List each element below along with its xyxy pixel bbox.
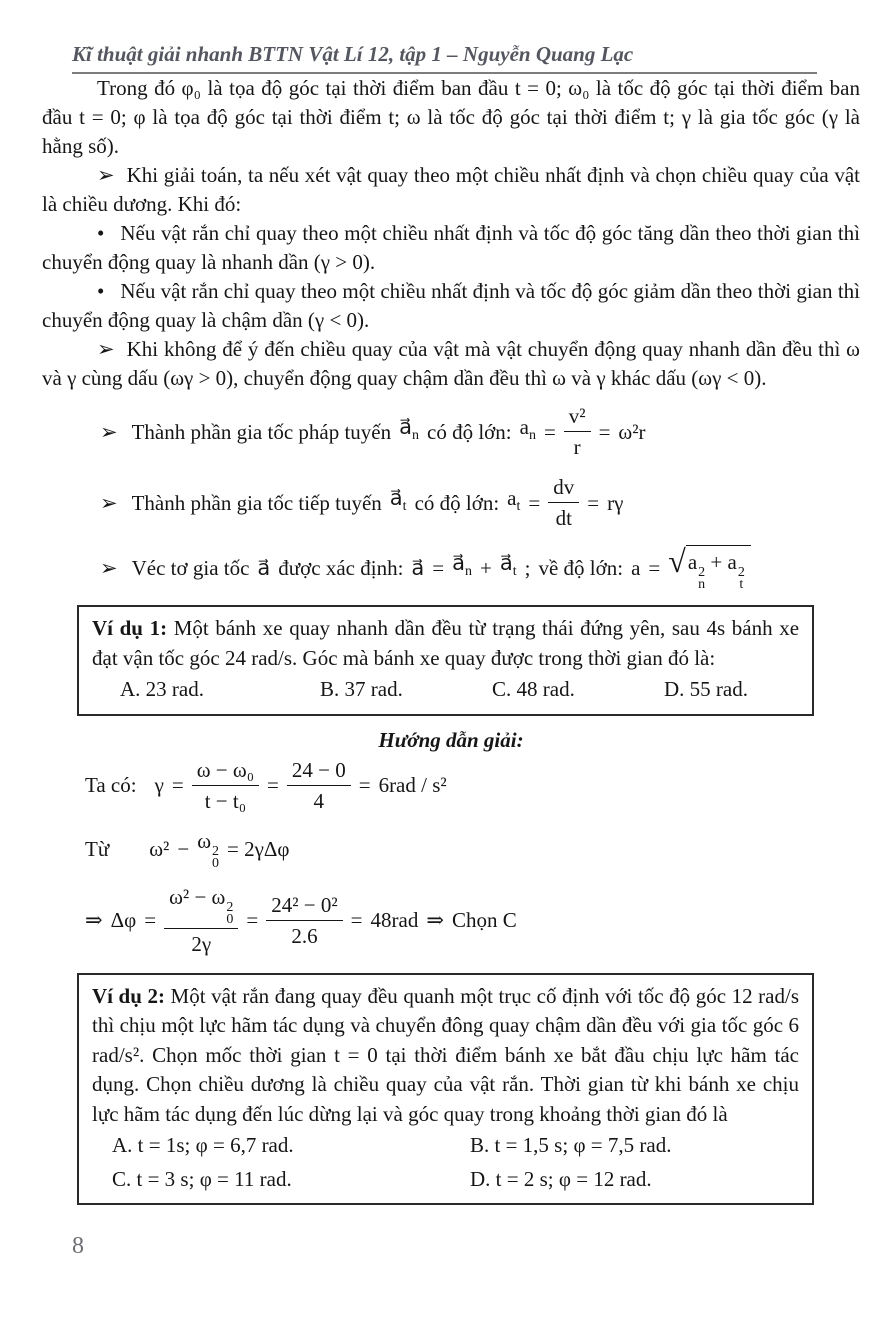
formula-total-acceleration [100,545,860,591]
a-symbol: a [631,556,641,580]
chosen-answer: Chọn C [451,908,517,932]
implies-arrow-icon: ⇒ [85,908,103,932]
arrow-bullet-icon: ➢ [100,490,118,515]
formula-normal-acceleration [100,403,860,460]
vector-a-symbol: a⃗ [257,556,271,580]
equals-sign: = [432,556,445,580]
formula-lead: Véc tơ gia tốc [131,556,250,580]
omega-squared: ω² [149,836,170,861]
arrow-bullet-icon: ➢ [97,163,115,187]
page-number: 8 [72,1233,84,1259]
solution-heading: Hướng dẫn giải: [378,727,524,752]
an-symbol: $a_n$ [519,414,536,444]
arrow-bullet-icon: ➢ [100,556,118,580]
minus-sign: − [177,836,190,861]
arrow-bullet-icon: ➢ [97,337,115,361]
formula-lead: Thành phần gia tốc tiếp tuyến [131,490,382,515]
running-head [72,42,817,74]
answer-option-a: A. t = 1s; φ = 6,7 rad. [112,1133,294,1157]
fraction-omega-over-2gamma: ω² − ω 2 0 2γ [164,884,238,957]
answer-option-c: C. 48 rad. [492,677,575,701]
answer-option-a: A. 23 rad. [120,677,204,701]
example1-text: Một bánh xe quay nhanh dần đều từ trạng thái đứng yên, sau 4s bánh xe đạt vận tốc góc 24 rad/s. Góc mà bánh xe quay được trong thời gian đó là: [92,616,800,670]
at-symbol: $a_t$ [507,485,521,515]
formula-tangential-acceleration [100,474,860,531]
example1-statement [92,614,799,673]
dot-bullet-icon: • [97,221,105,245]
equals-sign: = [587,490,600,515]
formula-lead: Thành phần gia tốc pháp tuyến [131,419,392,444]
equals-sign: = [144,908,157,932]
equals-sign: = [358,773,371,797]
vector-at-symbol: $a⃗_t$ [389,485,407,515]
solution-result: 48rad [370,908,419,932]
equals-sign: = [598,419,611,444]
equals-sign: = [528,490,541,515]
answer-option-b: B. t = 1,5 s; φ = 7,5 rad. [470,1133,672,1157]
answer-option-c: C. t = 3 s; φ = 11 rad. [112,1166,292,1191]
formula-mid: được xác định: [278,556,404,580]
implies-arrow-icon: ⇒ [426,908,444,932]
equals-sign: = [350,908,363,932]
solution-label: Từ [85,836,110,861]
guideline-paragraph [42,161,860,219]
intro-paragraph-text: Trong đó φ₀ là tọa độ góc tại thời điểm ban đầu t = 0; ω₀ là tốc độ góc tại thời điểm ban đầu t = 0; φ là tọa độ góc tại thời điểm t; ω là tốc độ góc tại thời điểm t; γ là gia tốc góc (γ là hằng số). [42,76,860,158]
vector-an-symbol: $a⃗_n$ [452,551,473,580]
example1-options [92,675,799,705]
equals-sign: = [246,908,259,932]
bullet-item-speed-up [42,219,860,277]
guideline-paragraph-text: Khi giải toán, ta nếu xét vật quay theo một chiều nhất định và chọn chiều quay của vật là chiều dương. Khi đó: [42,163,860,216]
radical-icon: √ [668,543,686,579]
bullet-item-slow-down-text: Nếu vật rắn chỉ quay theo một chiều nhất định và tốc độ góc giảm dần theo thời gian thì chuyển động quay là chậm dần (γ < 0). [42,279,860,332]
dot-bullet-icon: • [97,279,105,303]
bullet-item-slow-down [42,277,860,335]
semicolon: ; [524,556,531,580]
bullet-item-speed-up-text: Nếu vật rắn chỉ quay theo một chiều nhất định và tốc độ góc tăng dần theo thời gian thì chuyển động quay là nhanh dần (γ > 0). [42,221,860,274]
equals-sign: = [543,419,556,444]
sign-convention-paragraph [42,335,860,393]
answer-option-d: D. 55 rad. [664,677,748,701]
sign-convention-paragraph-text: Khi không để ý đến chiều quay của vật mà vật chuyển động quay nhanh dần đều thì ω và γ cùng dấu (ωγ > 0), chuyển động quay chậm dần đều thì ω và γ khác dấu (ωγ < 0). [42,337,860,390]
gamma-symbol: γ [154,773,164,797]
fraction-dv-over-dt: $\frac{dv}{dt}$ [548,474,579,531]
intro-paragraph [42,74,860,161]
solution-line-3 [85,884,860,957]
example2-box [77,973,814,1206]
solution-line-1 [85,757,860,814]
fraction-omega-diff: $\frac{\text{ω − ω₀}}{\text{t − t₀}}$ [192,757,259,814]
fraction-v2-over-r: $\frac{\text{v²}}{r}$ [564,403,591,460]
square-root-expression: √ a 2 n + a 2 t [668,545,751,591]
example1-title: Ví dụ 1: [92,616,168,640]
example2-title: Ví dụ 2: [92,983,165,1008]
equals-sign: = [267,773,279,797]
solution-label: Ta có: [85,773,137,797]
vector-at-symbol: $a⃗_t$ [499,551,517,580]
solution-line-2 [85,828,860,870]
plus-sign: + [480,556,492,580]
formula-result: rγ [607,490,624,515]
answer-option-d: D. t = 2 s; φ = 12 rad. [470,1166,652,1191]
vector-a-symbol: a⃗ [411,556,425,580]
example1-box [77,605,814,716]
fraction-24-over-4: $\frac{24 - 0}{4}$ [287,757,351,814]
equals-sign: = [648,556,661,580]
example2-statement [92,982,799,1130]
formula-mid: có độ lớn: [427,419,512,444]
fraction-576-over-12: $\frac{\text{24² − 0²}}{2.6}$ [266,892,342,949]
solution-result: 6rad / s² [378,773,447,797]
running-head-title: Kĩ thuật giải nhanh BTTN Vật Lí 12, tập 1 – Nguyễn Quang Lạc [72,42,634,66]
delta-phi-symbol: Δφ [110,908,137,932]
example2-options [92,1131,799,1194]
omega-zero-squared: ω 2 0 [197,828,220,871]
equation-rhs: = 2γΔφ [227,836,290,861]
formula-mid: về độ lớn: [538,556,624,580]
arrow-bullet-icon: ➢ [100,419,118,444]
formula-mid: có độ lớn: [414,490,500,515]
formula-result: ω²r [618,419,646,444]
equals-sign: = [171,773,184,797]
answer-option-b: B. 37 rad. [320,677,403,701]
example2-text: Một vật rắn đang quay đều quanh một trục cố định với tốc độ góc 12 rad/s thì chịu một lực hãm tác dụng và chuyển đông quay chậm dần đều với gia tốc góc 6 rad/s². Chọn mốc thời gian t = 0 tại thời điểm bánh xe bắt đầu chịu lực hãm tác dụng. Chọn chiều dương là chiều quay của vật rắn. Thời gian từ khi bánh xe chịu lực hãm tác dụng đến lúc dừng lại và góc quay trong khoảng thời gian đó là [92,983,800,1126]
vector-an-symbol: $a⃗_n$ [399,414,419,444]
